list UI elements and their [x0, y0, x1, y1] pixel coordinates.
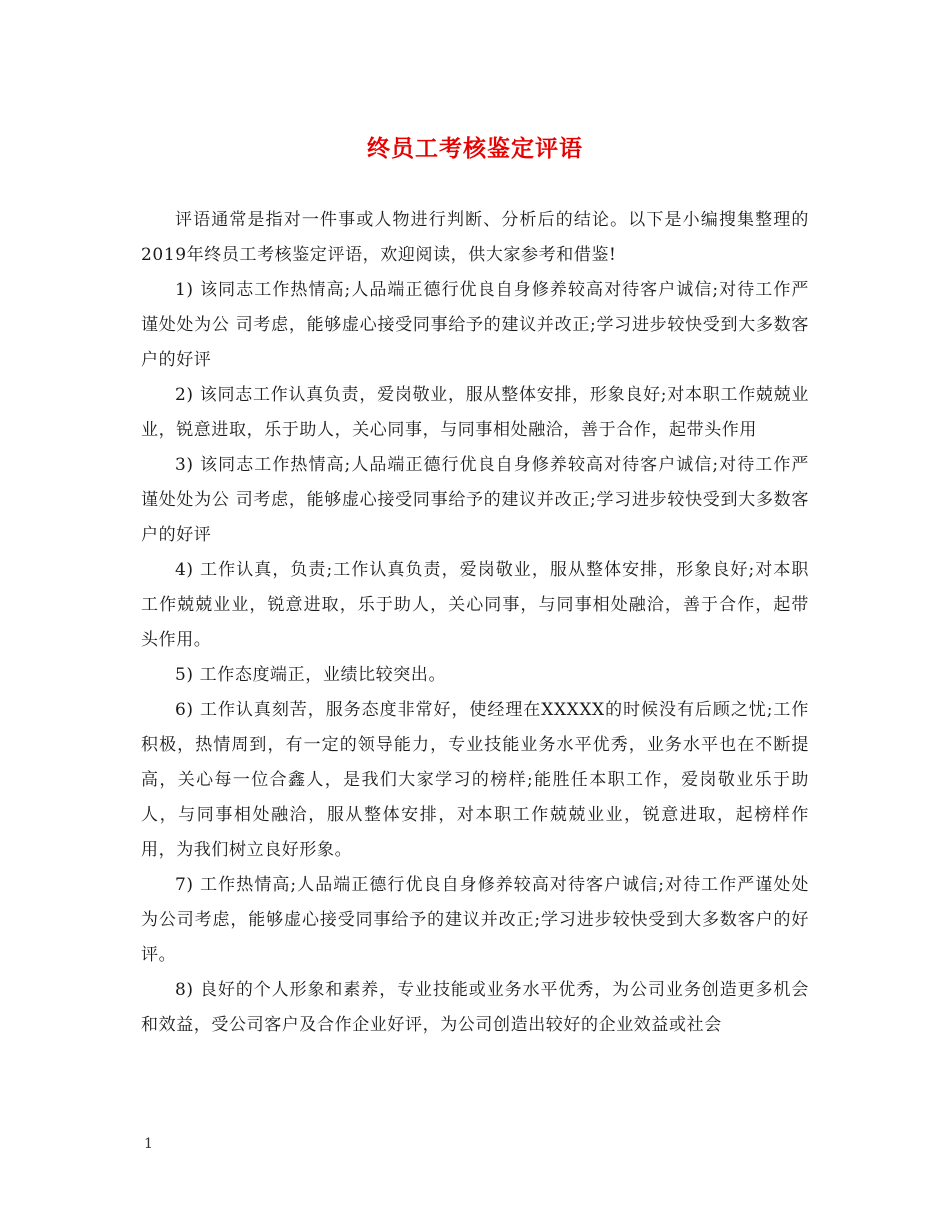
document-body [141, 203, 809, 1043]
comment-item-8: 8) 良好的个人形象和素养，专业技能或业务水平优秀，为公司业务创造更多机会和效益，受公司客户及合作企业好评，为公司创造出较好的企业效益或社会 [141, 980, 809, 1035]
comment-item-2: 2) 该同志工作认真负责，爱岗敬业，服从整体安排，形象良好;对本职工作兢兢业业，锐意进取，乐于助人，关心同事，与同事相处融洽，善于合作，起带头作用 [141, 385, 809, 440]
comment-item-6: 6) 工作认真刻苦，服务态度非常好，使经理在XXXXX的时候没有后顾之忧;工作积极，热情周到，有一定的领导能力，专业技能业务水平优秀，业务水平也在不断提高，关心每一位合鑫人，是我们大家学习的榜样;能胜任本职工作，爱岗敬业乐于助人，与同事相处融洽，服从整体安排，对本职工作兢兢业业，锐意进取，起榜样作用，为我们树立良好形象。 [141, 700, 809, 860]
intro-paragraph: 评语通常是指对一件事或人物进行判断、分析后的结论。以下是小编搜集整理的2019年终员工考核鉴定评语，欢迎阅读，供大家参考和借鉴! [141, 210, 809, 265]
page-number: 1 [144, 1136, 153, 1152]
comment-item-7: 7) 工作热情高;人品端正德行优良自身修养较高对待客户诚信;对待工作严谨处处为公司考虑，能够虚心接受同事给予的建议并改正;学习进步较快受到大多数客户的好评。 [141, 875, 809, 965]
comment-item-1: 1) 该同志工作热情高;人品端正德行优良自身修养较高对待客户诚信;对待工作严谨处处为公 司考虑，能够虚心接受同事给予的建议并改正;学习进步较快受到大多数客户的好评 [141, 280, 809, 370]
document-title: 终员工考核鉴定评语 [367, 135, 583, 162]
comment-item-4: 4) 工作认真，负责;工作认真负责，爱岗敬业，服从整体安排，形象良好;对本职工作兢兢业业，锐意进取，乐于助人，关心同事，与同事相处融洽，善于合作，起带头作用。 [141, 560, 809, 650]
comment-item-3: 3) 该同志工作热情高;人品端正德行优良自身修养较高对待客户诚信;对待工作严谨处处为公 司考虑，能够虚心接受同事给予的建议并改正;学习进步较快受到大多数客户的好评 [141, 455, 809, 545]
comment-item-5: 5) 工作态度端正，业绩比较突出。 [175, 665, 447, 685]
